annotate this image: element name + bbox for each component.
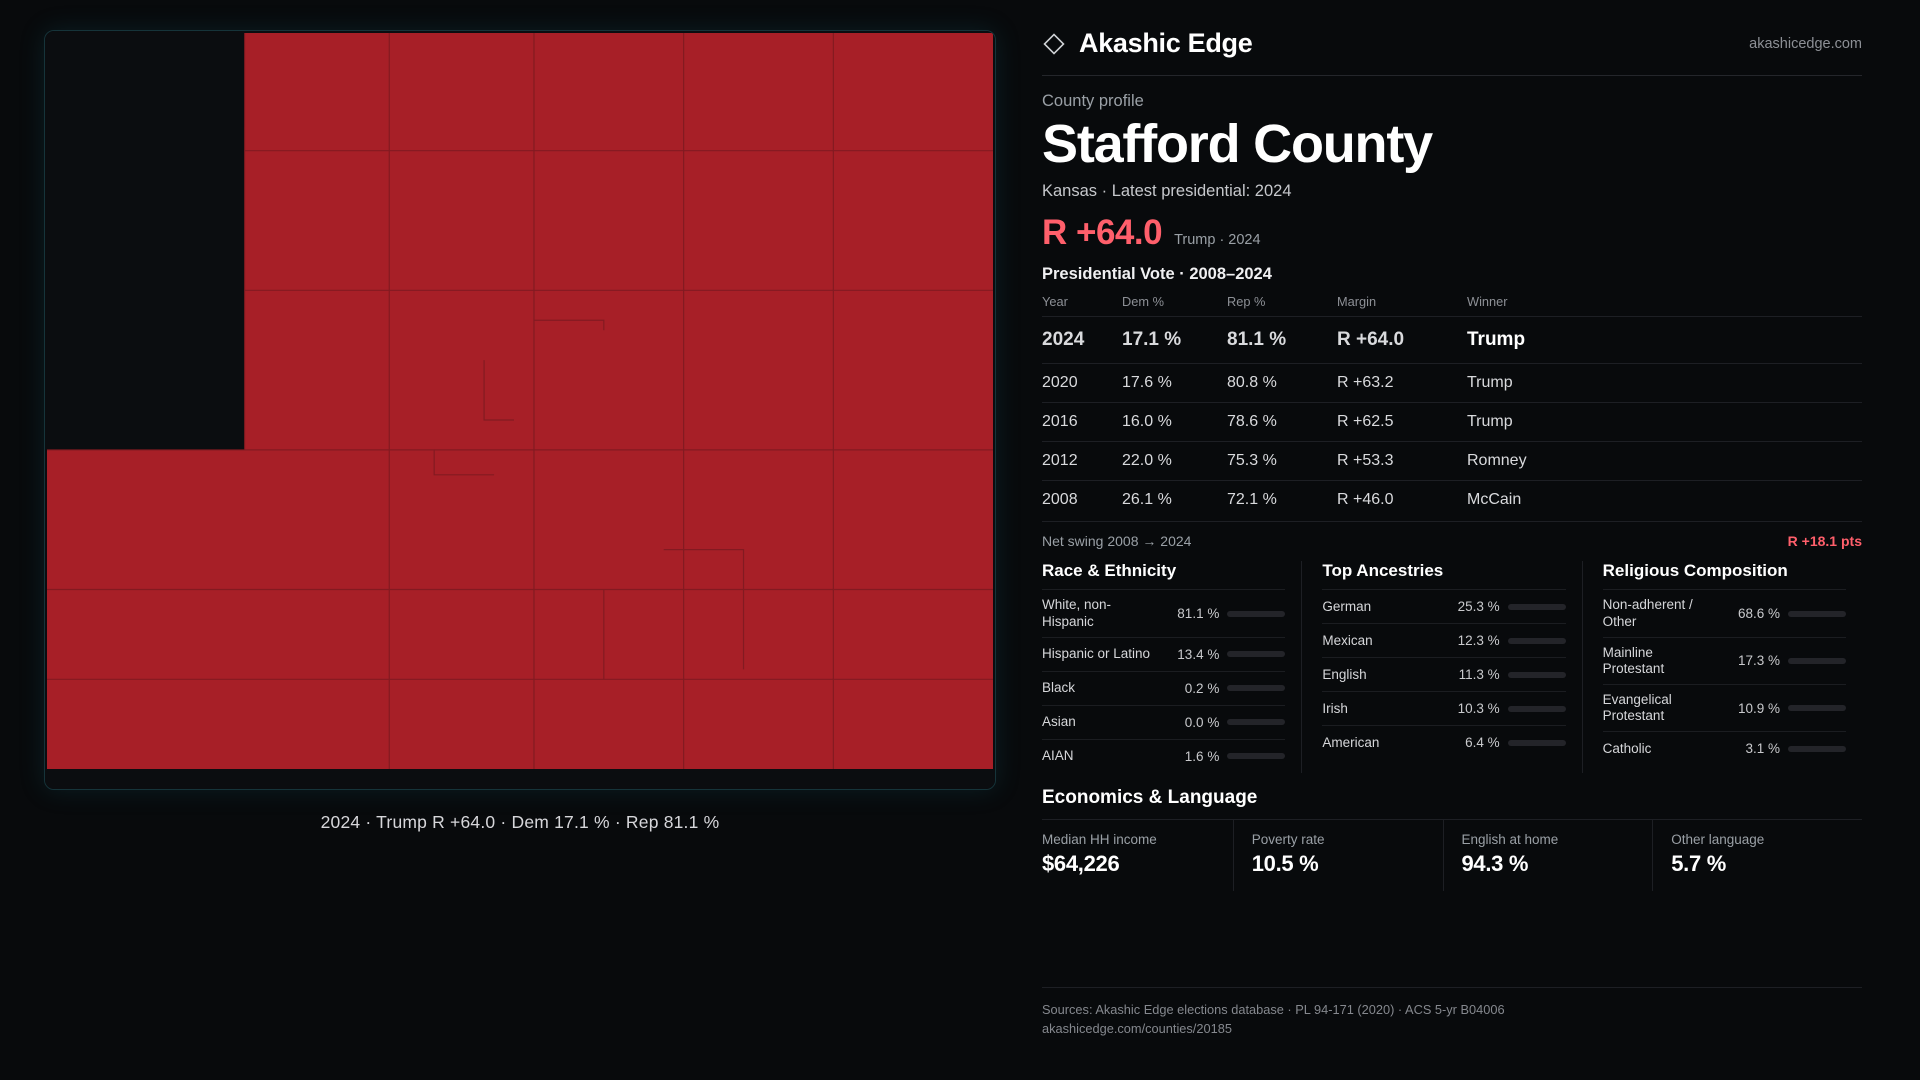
- econ-cell-english: [1443, 820, 1653, 891]
- econ-value: 5.7 %: [1671, 850, 1727, 876]
- econ-label: Other language: [1671, 831, 1765, 847]
- page-title: Stafford County: [1042, 114, 1432, 174]
- col-rep: Rep %: [1227, 294, 1266, 310]
- demo-col-ancestry: [1301, 561, 1581, 772]
- demo-label: White, non-Hispanic: [1042, 597, 1112, 629]
- demo-row: [1322, 657, 1565, 691]
- demo-title: Religious Composition: [1602, 561, 1788, 581]
- econ-cell-income: [1042, 820, 1233, 891]
- demo-bar: [1508, 706, 1566, 712]
- county-map-svg: [45, 31, 995, 789]
- cell-margin: R +46.0: [1337, 481, 1467, 520]
- col-dem: Dem %: [1122, 294, 1164, 310]
- cell-margin: R +62.5: [1337, 403, 1467, 442]
- cell-rep: 72.1 %: [1227, 481, 1337, 520]
- col-margin: Margin: [1337, 294, 1377, 310]
- demo-row: [1042, 637, 1285, 671]
- demo-label: American: [1322, 734, 1380, 750]
- demo-value: 68.6 %: [1737, 606, 1780, 621]
- sources-line: Sources: Akashic Edge elections database · PL 94-171 (2020) · ACS 5-yr B04006: [1042, 1001, 1505, 1017]
- demo-bar: [1508, 672, 1566, 678]
- demo-row: [1603, 637, 1846, 684]
- cell-dem: 26.1 %: [1122, 481, 1227, 520]
- demo-col-race: [1042, 561, 1301, 772]
- table-header-row: [1042, 294, 1862, 317]
- cell-rep: 75.3 %: [1227, 442, 1337, 481]
- cell-dem: 17.1 %: [1122, 317, 1227, 364]
- net-swing-row: [1042, 521, 1862, 549]
- demo-value: 12.3 %: [1457, 633, 1500, 649]
- sources-block: [1042, 987, 1862, 1038]
- demo-bar: [1227, 685, 1285, 691]
- diamond-icon: [1042, 32, 1066, 56]
- cell-year: 2016: [1042, 403, 1122, 442]
- cell-year: 2020: [1042, 364, 1122, 403]
- demo-bar: [1788, 611, 1846, 617]
- econ-cell-other-language: [1652, 820, 1862, 891]
- demo-label: Irish: [1322, 700, 1348, 716]
- demo-row: [1042, 705, 1285, 739]
- demo-label: Black: [1042, 680, 1076, 696]
- brand-name: Akashic Edge: [1079, 28, 1253, 58]
- headline-margin-note: Trump · 2024: [1174, 232, 1261, 249]
- demo-value: 17.3 %: [1737, 653, 1780, 669]
- cell-winner: Trump: [1467, 403, 1862, 442]
- cell-rep: 80.8 %: [1227, 364, 1337, 403]
- econ-value: $64,226: [1042, 850, 1120, 876]
- table-row: [1042, 442, 1862, 481]
- demo-col-religion: [1582, 561, 1862, 772]
- brand-url[interactable]: akashicedge.com: [1749, 35, 1862, 52]
- econ-value: 94.3 %: [1461, 850, 1529, 876]
- county-map-frame[interactable]: [44, 30, 996, 790]
- demo-bar: [1227, 719, 1285, 725]
- table-row: [1042, 403, 1862, 442]
- report-panel: [1020, 0, 1920, 1080]
- votes-section-title: Presidential Vote · 2008–2024: [1042, 265, 1272, 284]
- demo-value: 6.4 %: [1465, 735, 1500, 751]
- demo-bar: [1788, 705, 1846, 711]
- demo-value: 1.6 %: [1184, 748, 1220, 764]
- presidential-vote-table: [1042, 294, 1862, 519]
- demo-label: English: [1322, 666, 1367, 682]
- cell-winner: McCain: [1467, 481, 1862, 520]
- demo-row: [1603, 684, 1846, 731]
- demo-row: [1603, 589, 1846, 636]
- cell-margin: R +64.0: [1337, 317, 1467, 364]
- table-row: [1042, 364, 1862, 403]
- demo-value: 10.3 %: [1457, 701, 1500, 717]
- demo-bar: [1227, 651, 1285, 657]
- cell-year: 2008: [1042, 481, 1122, 520]
- table-row: [1042, 317, 1862, 364]
- demo-label: Hispanic or Latino: [1042, 646, 1151, 662]
- cell-dem: 17.6 %: [1122, 364, 1227, 403]
- demo-bar: [1508, 740, 1566, 746]
- demo-label: Asian: [1042, 714, 1076, 730]
- demo-title: Top Ancestries: [1322, 561, 1444, 581]
- demo-value: 10.9 %: [1737, 700, 1780, 716]
- col-winner: Winner: [1467, 294, 1508, 310]
- cell-winner: Trump: [1467, 364, 1862, 403]
- demo-label: AIAN: [1042, 748, 1074, 764]
- demo-value: 11.3 %: [1458, 667, 1500, 683]
- cell-dem: 22.0 %: [1122, 442, 1227, 481]
- brand-left: [1042, 28, 1252, 59]
- state-and-year-line: Kansas · Latest presidential: 2024: [1042, 182, 1292, 201]
- econ-label: Poverty rate: [1251, 831, 1325, 847]
- cell-year: 2012: [1042, 442, 1122, 481]
- economics-title: Economics & Language: [1042, 786, 1258, 808]
- demo-label: Non-adherent / Other: [1602, 597, 1693, 629]
- demo-value: 3.1 %: [1745, 741, 1780, 757]
- cell-rep: 78.6 %: [1227, 403, 1337, 442]
- demo-row: [1042, 671, 1285, 705]
- demographics-grid: [1042, 561, 1862, 772]
- cell-winner: Romney: [1467, 442, 1862, 481]
- demo-label: Mexican: [1322, 632, 1373, 648]
- net-swing-value: R +18.1 pts: [1787, 533, 1862, 550]
- cell-year: 2024: [1042, 317, 1122, 364]
- col-year: Year: [1042, 294, 1068, 310]
- demo-title: Race & Ethnicity: [1042, 561, 1177, 581]
- headline-margin-value: R +64.0: [1042, 213, 1163, 253]
- demo-row: [1322, 589, 1565, 623]
- cell-winner: Trump: [1467, 317, 1862, 364]
- demo-row: [1042, 589, 1285, 636]
- econ-label: English at home: [1461, 831, 1559, 847]
- demo-label: Evangelical Protestant: [1602, 692, 1672, 724]
- table-row: [1042, 481, 1862, 520]
- econ-label: Median HH income: [1042, 831, 1157, 847]
- demo-row: [1603, 731, 1846, 765]
- demo-value: 25.3 %: [1457, 599, 1500, 615]
- econ-cell-poverty: [1233, 820, 1443, 891]
- demo-bar: [1227, 611, 1285, 617]
- economics-grid: [1042, 819, 1862, 891]
- demo-value: 0.0 %: [1184, 714, 1220, 730]
- cell-rep: 81.1 %: [1227, 317, 1337, 364]
- demo-row: [1322, 623, 1565, 657]
- map-caption: 2024 · Trump R +64.0 · Dem 17.1 % · Rep 81.1 %: [320, 812, 720, 832]
- demo-row: [1322, 691, 1565, 725]
- demo-bar: [1508, 638, 1566, 644]
- demo-value: 81.1 %: [1177, 606, 1220, 621]
- econ-value: 10.5 %: [1251, 850, 1319, 876]
- demo-bar: [1508, 604, 1566, 610]
- demo-row: [1042, 739, 1285, 773]
- net-swing-label: Net swing 2008 → 2024: [1042, 533, 1192, 550]
- demo-bar: [1227, 753, 1285, 759]
- demo-bar: [1788, 746, 1846, 752]
- cell-margin: R +63.2: [1337, 364, 1467, 403]
- demo-bar: [1788, 658, 1846, 664]
- permalink[interactable]: akashicedge.com/counties/20185: [1042, 1020, 1232, 1036]
- demo-label: Mainline Protestant: [1602, 644, 1665, 676]
- page-kicker: County profile: [1042, 92, 1144, 110]
- demo-label: German: [1322, 598, 1372, 614]
- headline-margin: [1042, 213, 1862, 253]
- cell-dem: 16.0 %: [1122, 403, 1227, 442]
- brand-bar: [1042, 28, 1862, 76]
- demo-value: 0.2 %: [1184, 680, 1220, 696]
- demo-label: Catholic: [1602, 740, 1652, 756]
- cell-margin: R +53.3: [1337, 442, 1467, 481]
- demo-row: [1322, 725, 1565, 759]
- demo-value: 13.4 %: [1177, 646, 1220, 662]
